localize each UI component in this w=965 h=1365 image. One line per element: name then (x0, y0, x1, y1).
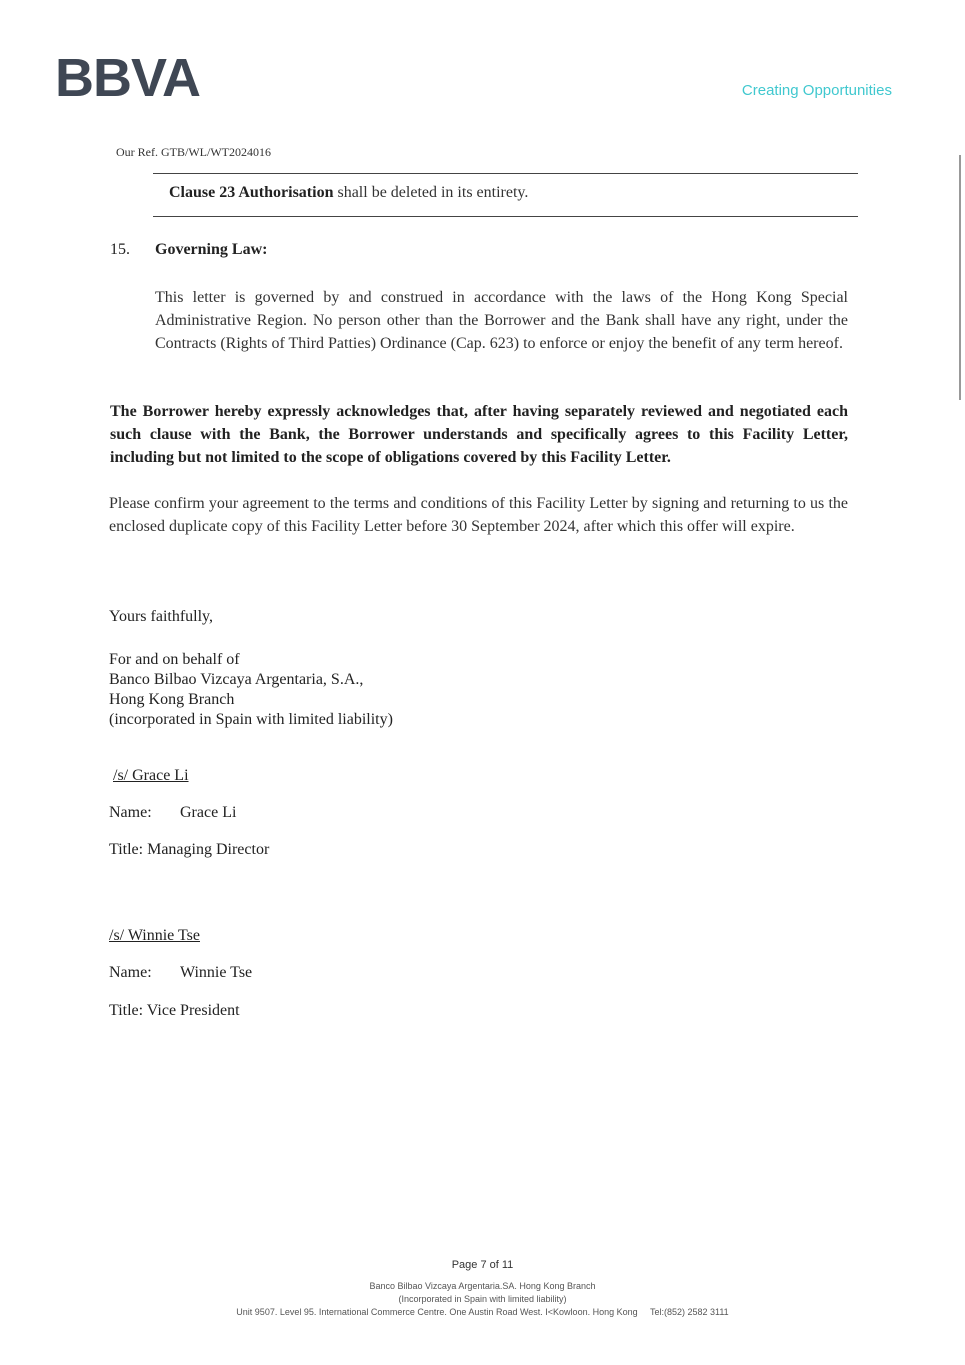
signatory-name (109, 964, 252, 982)
name-label: Name: (109, 804, 152, 821)
behalf-line: For and on behalf of (109, 651, 240, 668)
behalf-line: Banco Bilbao Vizcaya Argentaria, S.A., (109, 671, 364, 688)
bbva-logo: BBVA (55, 48, 201, 108)
footer-incorporation: (Incorporated in Spain with limited liability) (398, 1294, 567, 1304)
margin-mark (959, 155, 961, 400)
signature-line: /s/ Grace Li (113, 767, 189, 784)
tagline: Creating Opportunities (741, 82, 892, 99)
divider-bottom (153, 216, 858, 217)
acknowledgement-paragraph: The Borrower hereby expressly acknowledges that, after having separately reviewed and negotiated each such clause with the Bank, the Borrower understands and specifically agrees to this Facility Letter, including but not limited to the scope of obligations covered by this Facility Letter. (110, 403, 848, 466)
salutation: Yours faithfully, (109, 608, 214, 625)
footer-address: Unit 9507. Level 95. International Commerce Centre. One Austin Road West. I<Kowloon. Hong Kong Tel:(852) 2582 3111 (236, 1307, 729, 1317)
signatory-title: Title: Managing Director (109, 841, 270, 858)
signatory-name (109, 804, 236, 822)
behalf-line: (incorporated in Spain with limited liability) (109, 711, 393, 728)
name-label: Name: (109, 964, 152, 981)
governing-law-paragraph: This letter is governed by and construed in accordance with the laws of the Hong Kong Special Administrative Region. No person other than the Borrower and the Bank shall have any right, under the Contracts (Rights of Third Patties) Ordinance (Cap. 623) to enforce or enjoy the benefit of any term hereof. (155, 289, 848, 352)
name-value: Grace Li (180, 804, 237, 821)
clause-amendment-text: shall be deleted in its entirety. (333, 184, 529, 201)
divider-top (153, 173, 858, 174)
name-value: Winnie Tse (180, 964, 253, 981)
section-title: Governing Law: (155, 241, 268, 258)
reference-number: Our Ref. GTB/WL/WT2024016 (116, 145, 271, 159)
behalf-line: Hong Kong Branch (109, 691, 235, 708)
section-number: 15. (110, 241, 130, 258)
signature-line: /s/ Winnie Tse (109, 927, 200, 944)
page-number: Page 7 of 11 (451, 1259, 514, 1271)
footer-bank: Banco Bilbao Vizcaya Argentaria.SA. Hong Kong Branch (369, 1281, 596, 1291)
confirmation-paragraph: Please confirm your agreement to the terms and conditions of this Facility Letter by signing and returning to us the enclosed duplicate copy of this Facility Letter before 30 September 2024, after which this offer will expire. (109, 495, 848, 535)
clause-amendment-title: Clause 23 Authorisation (169, 184, 334, 201)
signatory-title: Title: Vice President (109, 1002, 240, 1019)
clause-amendment (169, 184, 528, 202)
